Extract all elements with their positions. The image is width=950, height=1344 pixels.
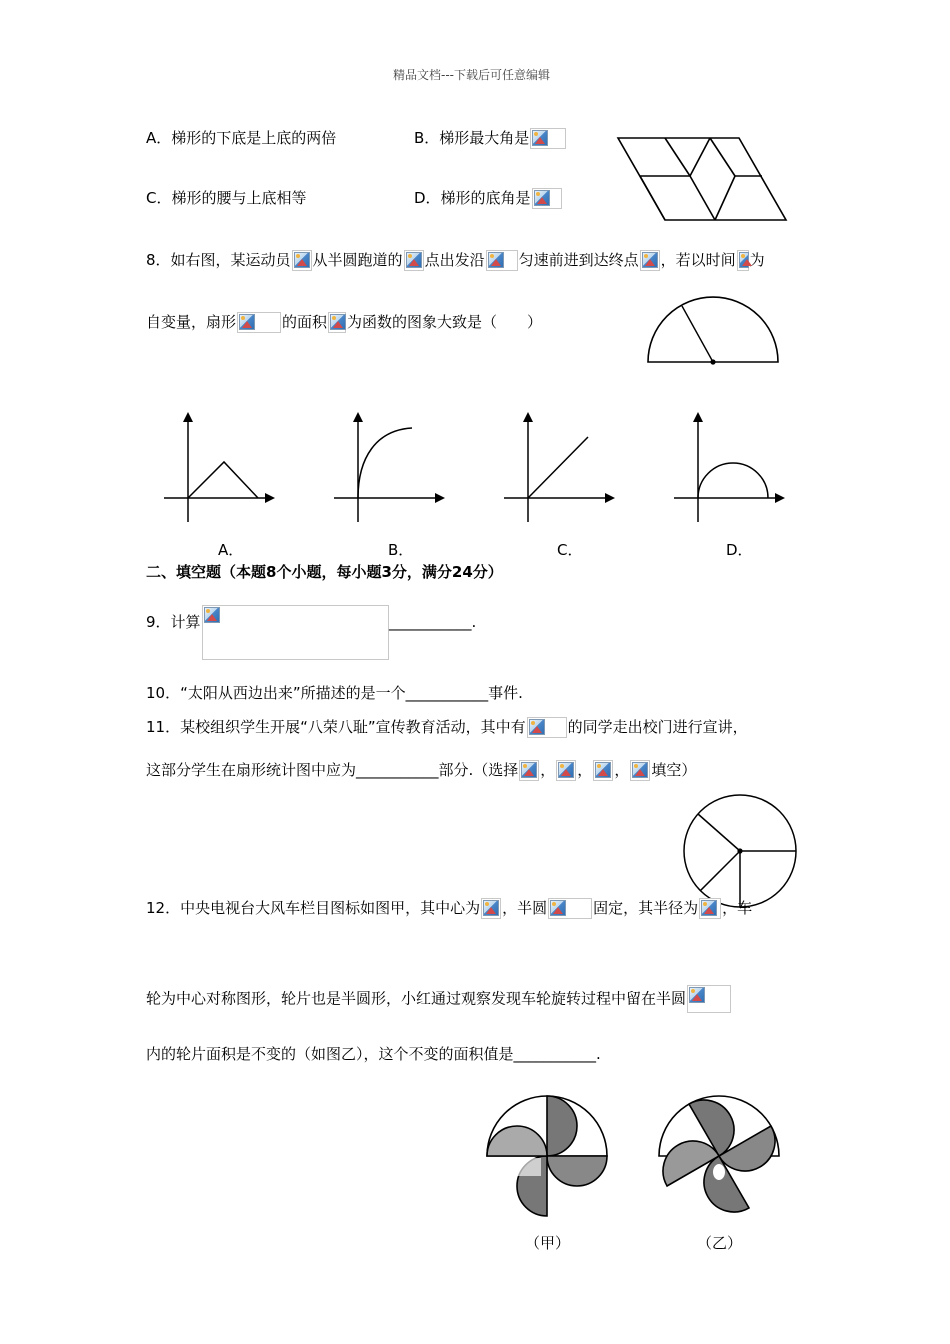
semicircle-track-figure xyxy=(645,296,781,368)
formula-image-box xyxy=(202,605,389,660)
graph-label-c: C． xyxy=(557,541,583,559)
formula-image-icon xyxy=(640,250,660,271)
q7-option-d: D．梯形的底角是 xyxy=(414,188,563,209)
section-heading: 二、填空题（本题8个小题，每小题3分，满分24分） xyxy=(146,563,503,581)
graph-option-d xyxy=(670,410,790,525)
formula-image-icon xyxy=(203,606,223,627)
graph-label-d: D． xyxy=(726,541,753,559)
formula-image-icon xyxy=(404,250,424,271)
q8-line-1: 8．如右图，某运动员 从半圆跑道的 点出发沿 匀速前进到达终点 ，若以时间 为 xyxy=(146,251,765,269)
formula-image-icon xyxy=(532,188,562,209)
pinwheel-figure-jia xyxy=(483,1092,611,1220)
formula-image-icon xyxy=(530,128,566,149)
q10-text: 10．“太阳从西边出来”所描述的是一个___________事件. xyxy=(146,684,523,702)
caption-yi: （乙） xyxy=(697,1234,743,1252)
caption-jia: （甲） xyxy=(525,1234,571,1252)
q9-answer-blank: ___________. xyxy=(389,613,477,631)
q8-line-2: 自变量，扇形 的面积 为函数的图象大致是（ ） xyxy=(146,313,543,331)
formula-image-icon xyxy=(328,312,346,333)
q7-option-c: C．梯形的腰与上底相等 xyxy=(146,189,307,207)
q7-option-b: B．梯形最大角是 xyxy=(414,128,567,149)
formula-image-icon xyxy=(737,250,749,271)
q12-line-3: 内的轮片面积是不变的（如图乙），这个不变的面积值是___________. xyxy=(146,1045,601,1063)
formula-image-icon xyxy=(237,312,281,333)
formula-image-icon xyxy=(519,760,539,781)
q11-line-1: 11．某校组织学生开展“八荣八耻”宣传教育活动，其中有 的同学走出校门进行宣讲， xyxy=(146,718,748,736)
formula-image-icon xyxy=(486,250,518,271)
graph-option-b xyxy=(330,410,450,525)
graph-option-a xyxy=(160,410,280,525)
formula-image-icon xyxy=(699,898,721,919)
parallelogram-tiling-figure xyxy=(610,132,790,224)
q12-line-2: 轮为中心对称图形，轮片也是半圆形，小红通过观察发现车轮旋转过程中留在半圆 xyxy=(146,985,732,1013)
pinwheel-figure-yi xyxy=(655,1092,785,1220)
q9-label: 9．计算 xyxy=(146,613,201,631)
formula-image-icon xyxy=(593,760,613,781)
pie-chart-figure xyxy=(682,794,800,912)
graph-option-c xyxy=(500,410,620,525)
formula-image-icon xyxy=(556,760,576,781)
graph-label-a: A． xyxy=(218,541,244,559)
formula-image-icon xyxy=(292,250,312,271)
graph-label-b: B． xyxy=(388,541,414,559)
q11-line-2: 这部分学生在扇形统计图中应为___________部分.（选择 ， ， ， 填空） xyxy=(146,761,697,779)
formula-image-icon xyxy=(527,717,567,738)
formula-image-icon xyxy=(630,760,650,781)
formula-image-icon xyxy=(687,985,731,1013)
q12-line-1: 12．中央电视台大风车栏目图标如图甲，其中心为 ，半圆 固定，其半径为 ，车 xyxy=(146,899,753,917)
q7-option-a: A．梯形的下底是上底的两倍 xyxy=(146,129,337,147)
formula-image-icon xyxy=(481,898,501,919)
page-header: 精品文档---下载后可任意编辑 xyxy=(393,68,550,82)
formula-image-icon xyxy=(548,898,592,919)
